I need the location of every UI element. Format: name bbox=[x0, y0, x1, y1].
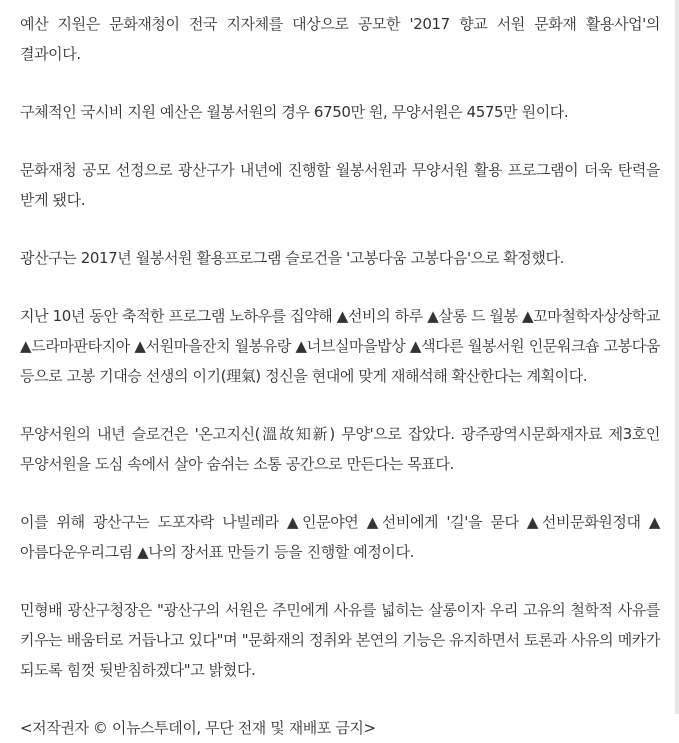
article-paragraph: 구체적인 국시비 지원 예산은 월봉서원의 경우 6750만 원, 무양서원은 4575만 원이다. bbox=[20, 103, 569, 121]
copyright-notice: <저작권자 © 이뉴스투데이, 무단 전재 및 재배포 금지> bbox=[20, 719, 376, 737]
article-paragraph: 이를 위해 광산구는 도포자락 나빌레라 ▲인문야연 ▲선비에게 '길'을 묻다 ▲선비문화원정대 ▲아름다운우리그림 ▲나의 장서표 만들기 등을 진행할 예정이다. bbox=[20, 513, 660, 561]
article-paragraph: 무양서원의 내년 슬로건은 '온고지신(溫故知新) 무양'으로 잡았다. 광주광역시문화재자료 제3호인 무양서원을 도심 속에서 살아 숨쉬는 소통 공간으로 만든다는 목표다. bbox=[20, 425, 660, 473]
article-body bbox=[20, 0, 660, 743]
article-paragraph: 예산 지원은 문화재청이 전국 지자체를 대상으로 공모한 '2017 향교 서원 문화재 활용사업'의 결과이다. bbox=[20, 15, 660, 63]
article-paragraph: 광산구는 2017년 월봉서원 활용프로그램 슬로건을 '고봉다움 고봉다음'으로 확정했다. bbox=[20, 249, 564, 267]
article-paragraph: 민형배 광산구청장은 "광산구의 서원은 주민에게 사유를 넓히는 살롱이자 우리 고유의 철학적 사유를 키우는 배움터로 거듭나고 있다"며 "문화재의 정취와 본연의 기능은 유지하면서 토론과 사유의 메카가 되도록 힘껏 뒷받침하겠다"고 밝혔다. bbox=[20, 601, 660, 679]
scrollbar-track[interactable] bbox=[675, 0, 679, 714]
article-paragraph: 문화재청 공모 선정으로 광산구가 내년에 진행할 월봉서원과 무양서원 활용 프로그램이 더욱 탄력을 받게 됐다. bbox=[20, 161, 660, 209]
article-paragraph: 지난 10년 동안 축적한 프로그램 노하우를 집약해 ▲선비의 하루 ▲살롱 드 월봉 ▲꼬마철학자상상학교 ▲드라마판타지아 ▲서원마을잔치 월봉유랑 ▲너브실마을밥상 ▲색다른 월봉서원 인문워크숍 고봉다움 등으로 고봉 기대승 선생의 이기(理氣) 정신을 현대에 맞게 재해석해 확산한다는 계획이다. bbox=[20, 307, 660, 385]
